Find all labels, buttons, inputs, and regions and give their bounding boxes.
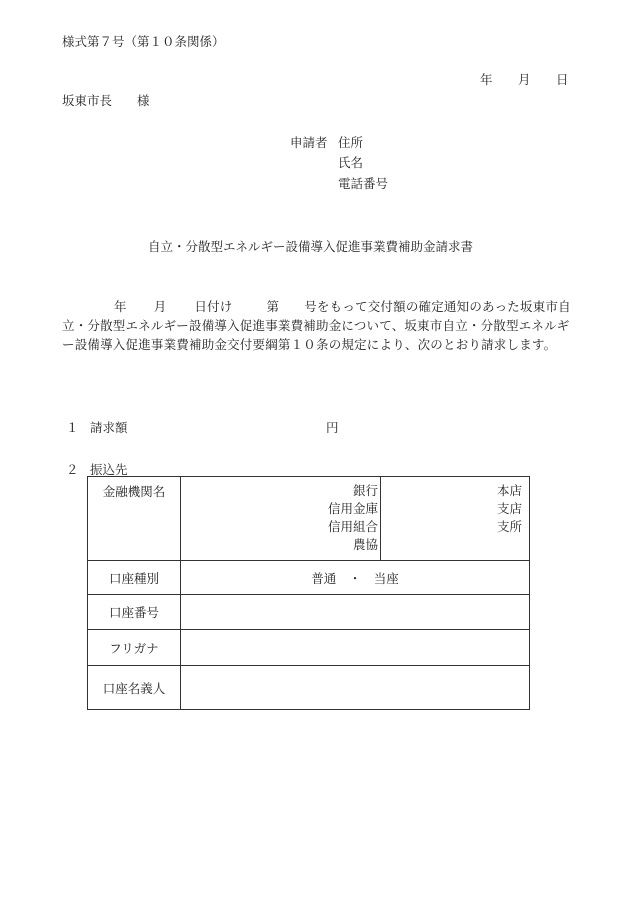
item1-number: １ (66, 420, 79, 435)
institution-type: 農協 (352, 537, 378, 552)
applicant-name-label: 氏名 (338, 155, 364, 170)
account-type-row (88, 561, 530, 595)
account-number-label: 口座番号 (88, 595, 181, 630)
item1-unit: 円 (326, 420, 339, 435)
body-paragraph (62, 297, 578, 354)
account-type-label: 口座種別 (88, 561, 181, 595)
date-day: 日 (556, 72, 569, 87)
addressee: 坂東市長 様 (62, 93, 150, 108)
item2-number: ２ (66, 462, 79, 477)
account-number-field[interactable] (181, 595, 530, 630)
branch-type: 支店 (496, 501, 522, 516)
item1-label: 請求額 (90, 420, 128, 435)
furigana-label: フリガナ (88, 630, 181, 666)
institution-row (88, 477, 530, 561)
applicant-phone-label: 電話番号 (338, 176, 389, 191)
body-dated: 日付け (194, 299, 233, 314)
furigana-row (88, 630, 530, 666)
branch-type: 本店 (496, 483, 522, 498)
body-year: 年 (114, 299, 127, 314)
applicant-address-label: 住所 (338, 135, 364, 150)
form-number: 様式第７号（第１０条関係） (62, 34, 225, 49)
institution-type: 信用組合 (327, 519, 378, 534)
furigana-field[interactable] (181, 630, 530, 666)
body-no: 第 (266, 299, 280, 314)
body-text: 号をもって交付額の確定通知のあった坂東市自立・分散型エネルギー設備導入促進事業費補助金について、坂東市自立・分散型エネルギー設備導入促進事業費補助金交付要綱第１０条の規定により、次のとおり請求します。 (62, 299, 571, 352)
date-year: 年 (480, 72, 493, 87)
institution-name-cell[interactable] (181, 477, 381, 561)
applicant-prefix: 申請者 (290, 135, 328, 150)
account-holder-field[interactable] (181, 666, 530, 710)
account-number-row (88, 595, 530, 630)
date-month: 月 (518, 72, 531, 87)
branch-types (381, 482, 529, 536)
item2-label: 振込先 (90, 462, 128, 477)
branch-name-cell[interactable] (381, 477, 530, 561)
institution-label: 金融機関名 (88, 477, 181, 561)
account-holder-label: 口座名義人 (88, 666, 181, 710)
account-type-value[interactable]: 普通 ・ 当座 (181, 561, 530, 595)
document-title: 自立・分散型エネルギー設備導入促進事業費補助金請求書 (148, 239, 474, 254)
body-month: 月 (153, 299, 167, 314)
bank-account-table (87, 476, 530, 710)
account-holder-row (88, 666, 530, 710)
institution-type: 銀行 (352, 483, 378, 498)
branch-type: 支所 (496, 519, 522, 534)
institution-types (181, 482, 380, 554)
institution-type: 信用金庫 (327, 501, 378, 516)
